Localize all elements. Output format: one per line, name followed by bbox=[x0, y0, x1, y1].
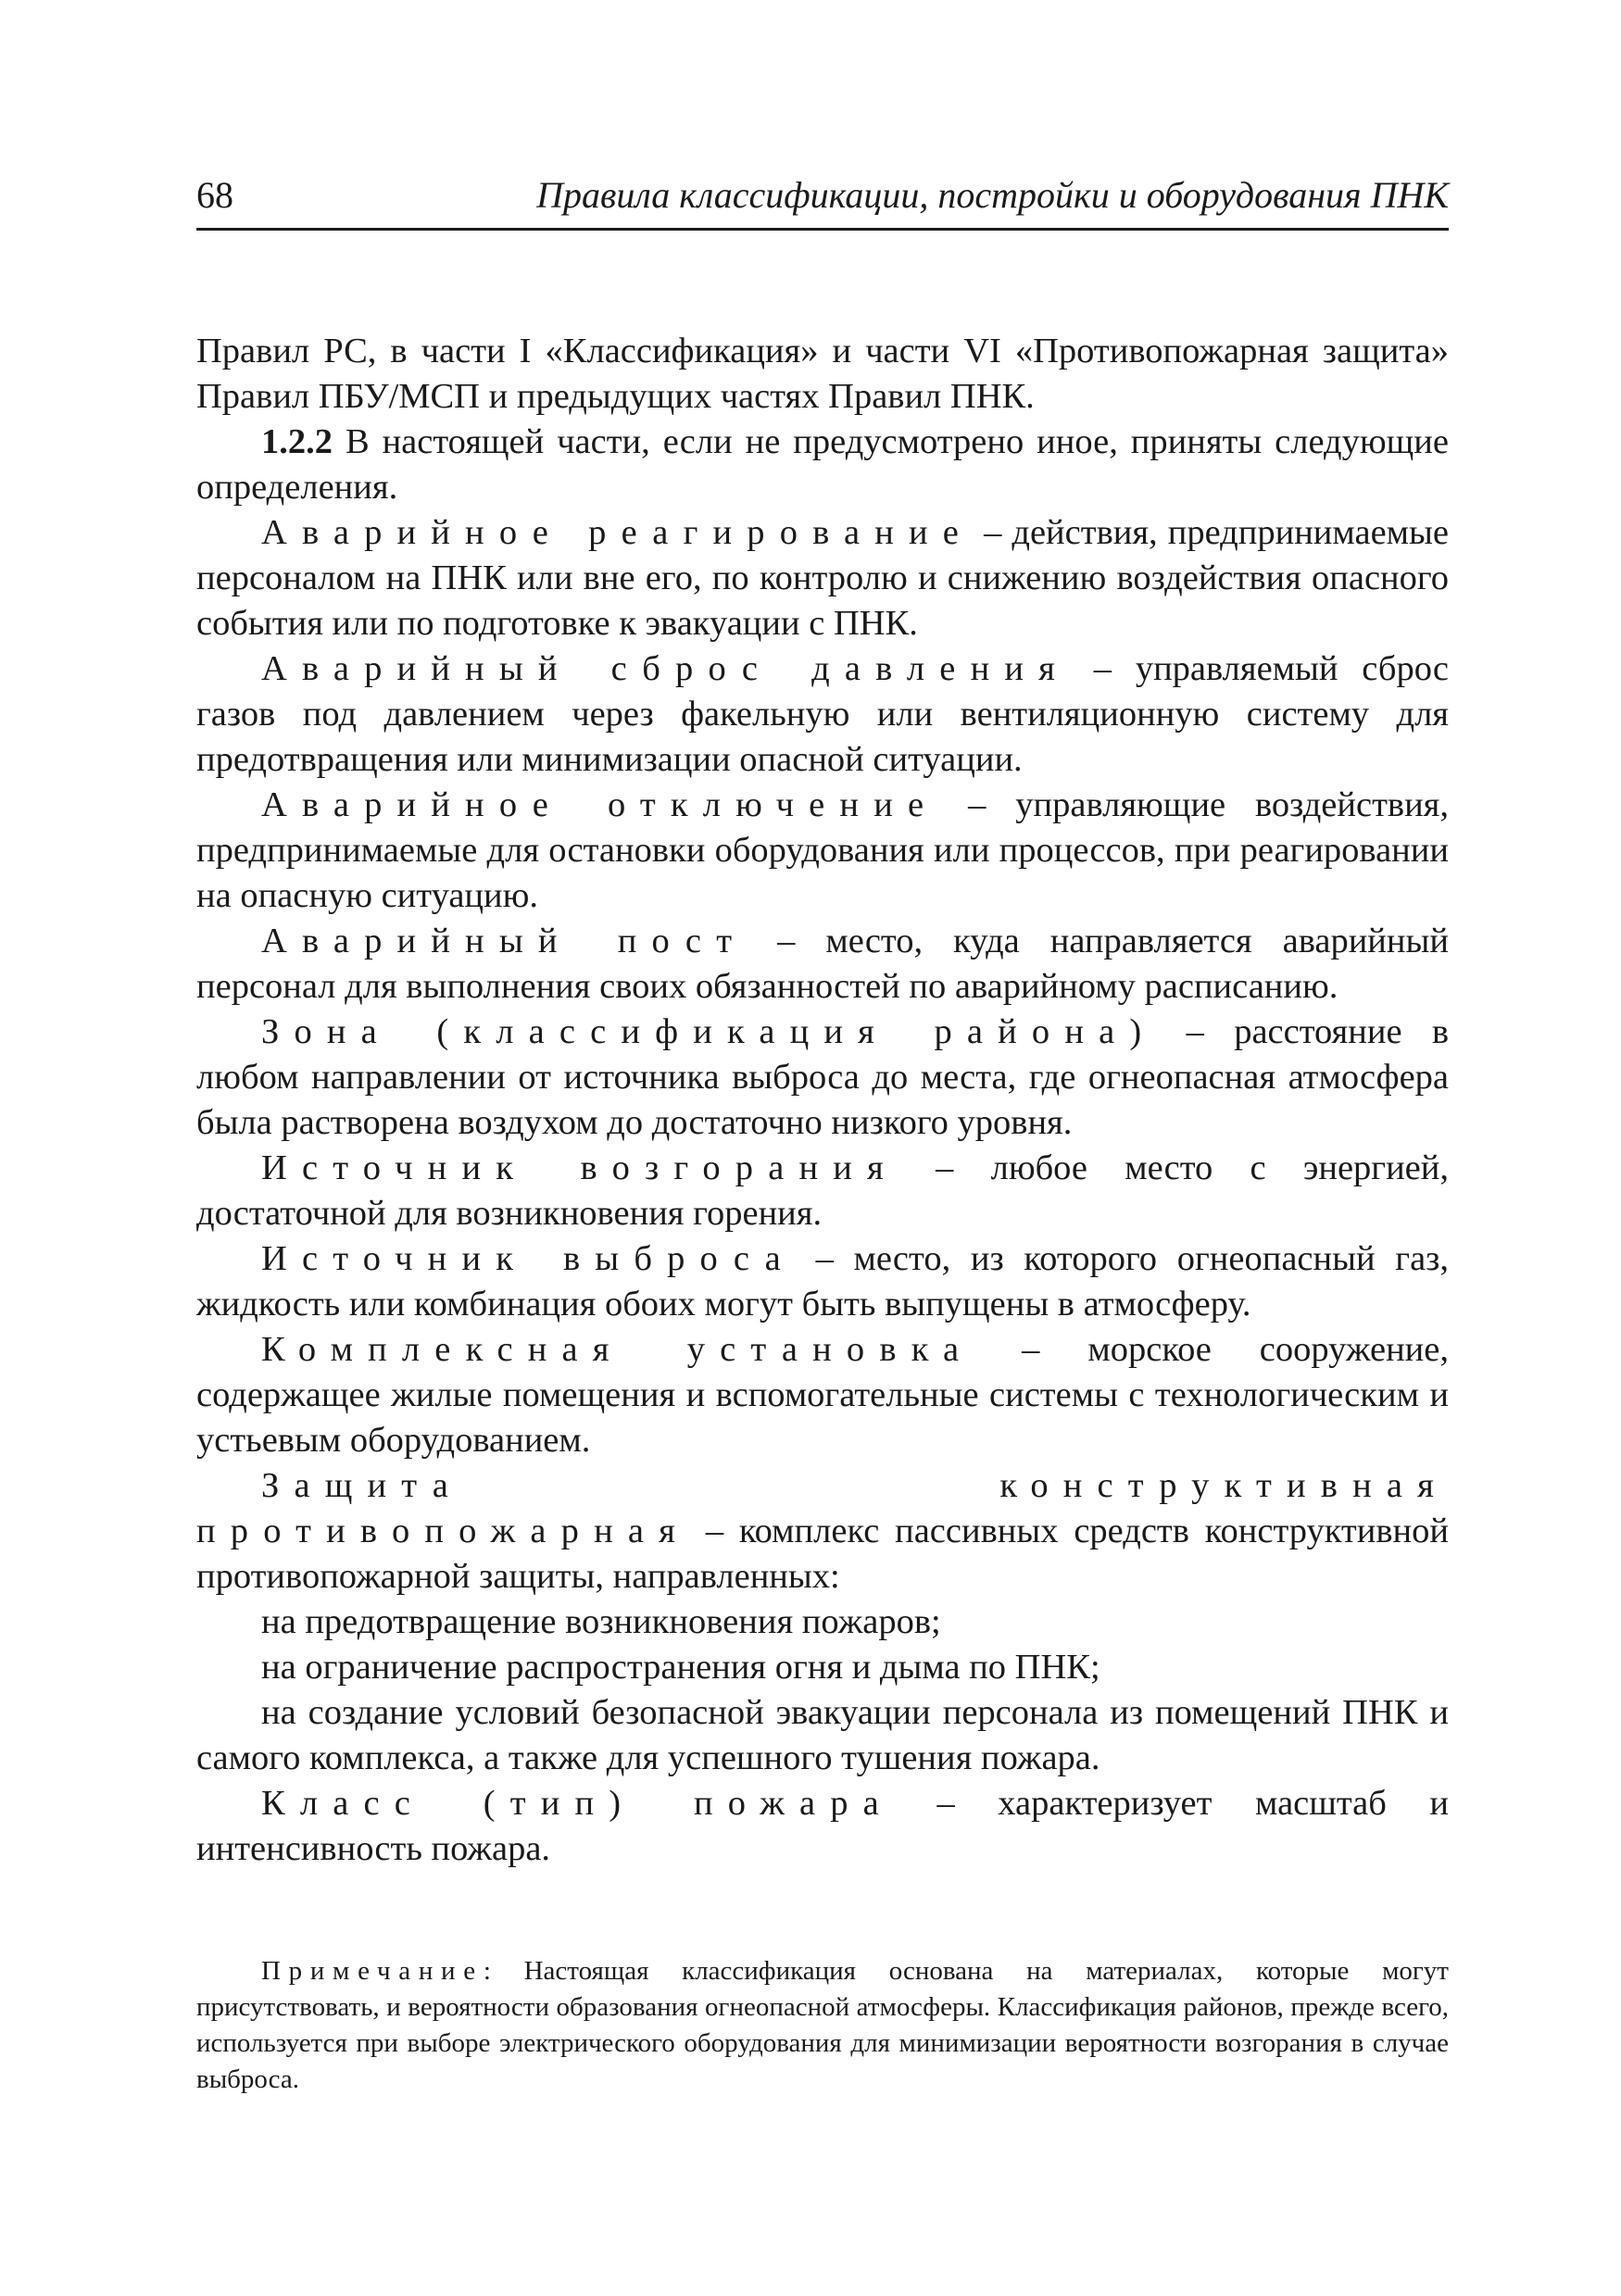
body-text bbox=[196, 329, 1449, 1872]
list-item-text: на создание условий безопасной эвакуации персонала из помещений ПНК и самого комплекса, а также для успешного тушения пожара. bbox=[196, 1693, 1449, 1777]
definition-text: – любое место с энергией, достаточной для возникновения горения. bbox=[196, 1148, 1449, 1233]
definition-paragraph bbox=[196, 646, 1449, 783]
definition-paragraph bbox=[196, 1236, 1449, 1327]
definition-term: Аварийное реагирование bbox=[261, 513, 974, 552]
list-item bbox=[196, 1600, 1449, 1645]
definition-text: – морское сооружение, содержащее жилые помещения и вспомогательные системы с технологическим и устьевым оборудованием. bbox=[196, 1330, 1449, 1460]
list-item bbox=[196, 1645, 1449, 1690]
continuation-text: Правил РС, в части I «Классификация» и части VI «Противопожарная защита» Правил ПБУ/МСП и предыдущих частях Правил ПНК. bbox=[196, 332, 1449, 416]
running-title: Правила классификации, постройки и оборудования ПНК bbox=[536, 174, 1449, 216]
definition-text: – действия, предпринимаемые персоналом на ПНК или вне его, по контролю и снижению воздействия опасного события или по подготовке к эвакуации с ПНК. bbox=[196, 513, 1449, 643]
clause-text: В настоящей части, если не предусмотрено иное, приняты следующие определения. bbox=[196, 422, 1449, 507]
definition-term: Источник возгорания bbox=[261, 1148, 898, 1187]
continuation-paragraph bbox=[196, 329, 1449, 420]
document-page bbox=[196, 0, 1449, 2296]
definition-text: – комплекс пассивных средств конструктивной противопожарной защиты, направленных: bbox=[196, 1512, 1449, 1596]
definition-term: Класс (тип) пожара bbox=[261, 1784, 894, 1823]
definition-term: Аварийное отключение bbox=[261, 785, 939, 824]
list-item-text: на предотвращение возникновения пожаров; bbox=[261, 1602, 941, 1641]
definition-paragraph bbox=[196, 919, 1449, 1010]
definition-text: – место, из которого огнеопасный газ, жидкость или комбинация обоих могут быть выпущены в атмосферу. bbox=[196, 1239, 1449, 1324]
definition-text: – расстояние в любом направлении от источника выброса до места, где огнеопасная атмосфера была растворена воздухом до достаточно низкого уровня. bbox=[196, 1012, 1449, 1142]
page-number: 68 bbox=[196, 174, 233, 216]
definition-paragraph bbox=[196, 1327, 1449, 1463]
definition-paragraph bbox=[196, 510, 1449, 646]
note-text: : Настоящая классификация основана на материалах, которые могут присутствовать, и вероятности образования огнеопасной атмосферы. Классификация районов, прежде всего, используется при выборе электрического оборудования для минимизации вероятности возгорания в случае выброса. bbox=[196, 1956, 1449, 2094]
definition-term: Комплексная установка bbox=[261, 1330, 974, 1369]
note-label: Примечание bbox=[261, 1956, 484, 1986]
list-item bbox=[196, 1690, 1449, 1781]
clause-number: 1.2.2 bbox=[261, 422, 333, 461]
definition-term: Аварийный сброс давления bbox=[261, 649, 1070, 688]
definition-paragraph bbox=[196, 1146, 1449, 1236]
definition-text: – управляющие воздействия, предпринимаемые для остановки оборудования или процессов, при реагировании на опасную ситуацию. bbox=[196, 785, 1450, 915]
definition-text: – характеризует масштаб и интенсивность пожара. bbox=[196, 1784, 1450, 1868]
definition-term: Источник выброса bbox=[261, 1239, 796, 1278]
definition-term: Защита конструктивная противопожарная bbox=[196, 1466, 1449, 1550]
definition-paragraph bbox=[196, 783, 1449, 919]
page-header bbox=[196, 172, 1449, 231]
definition-text: – управляемый сброс газов под давлением через факельную или вентиляционную систему для предотвращения или минимизации опасной ситуации. bbox=[196, 649, 1449, 779]
definition-term: Зона (классификация района) bbox=[261, 1012, 1157, 1051]
definition-text: – место, куда направляется аварийный персонал для выполнения своих обязанностей по аварийному расписанию. bbox=[196, 922, 1449, 1006]
list-item-text: на ограничение распространения огня и дыма по ПНК; bbox=[261, 1648, 1100, 1687]
note-paragraph bbox=[196, 1953, 1449, 2098]
definition-paragraph bbox=[196, 1781, 1449, 1872]
definition-paragraph bbox=[196, 1463, 1449, 1600]
definition-term: Аварийный пост bbox=[261, 922, 748, 960]
definition-paragraph bbox=[196, 1010, 1449, 1146]
clause-paragraph bbox=[196, 420, 1449, 510]
